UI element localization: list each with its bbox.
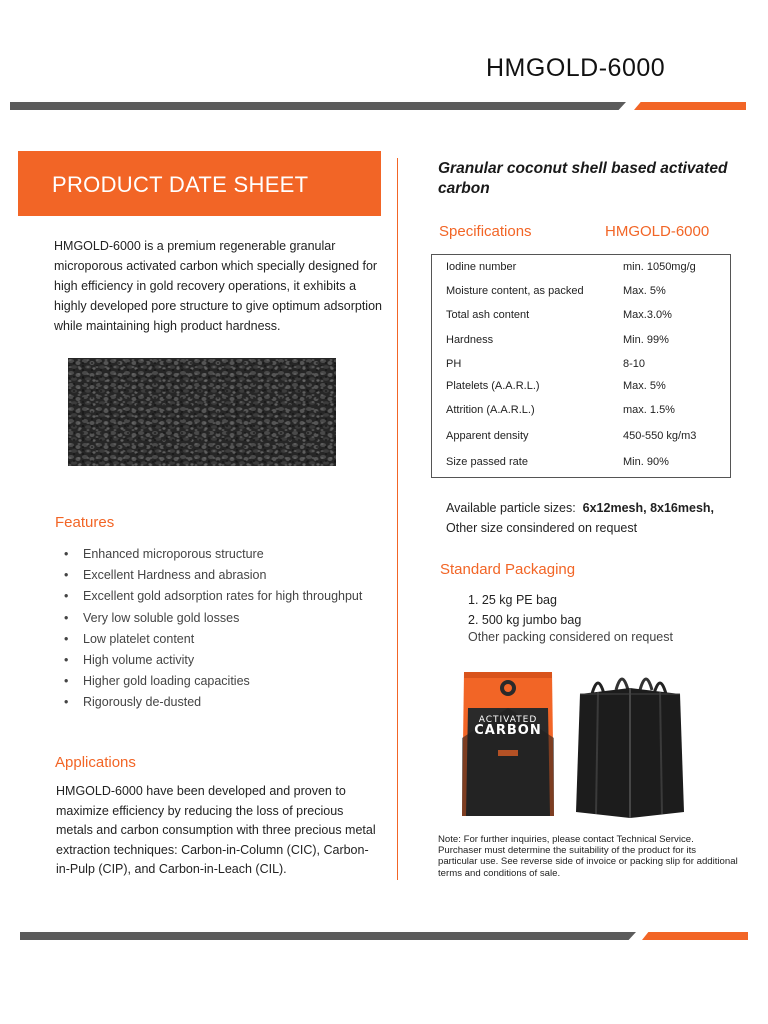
pe-bag-image	[458, 668, 558, 820]
features-heading: Features	[55, 514, 115, 531]
product-code-title: HMGOLD-6000	[486, 54, 666, 82]
particle-sizes-values: 6x12mesh, 8x16mesh,	[582, 501, 714, 515]
footer-divider-dark	[20, 932, 636, 940]
footer-divider-accent	[642, 932, 748, 940]
features-list	[64, 544, 364, 714]
header-divider-dark	[10, 102, 626, 110]
list-item: • Enhanced microporous structure	[64, 547, 264, 561]
jumbo-bag-image	[570, 668, 688, 820]
list-item: 1. 25 kg PE bag	[468, 593, 557, 607]
packaging-heading: Standard Packaging	[440, 561, 576, 578]
list-item: • Excellent Hardness and abrasion	[64, 568, 267, 583]
list-item: • Higher gold loading capacities	[64, 674, 250, 689]
banner-title: PRODUCT DATE SHEET	[52, 172, 309, 197]
particle-sizes-other: Other size consindered on request	[446, 520, 638, 535]
product-subtitle: Granular coconut shell based activated carbon	[438, 160, 728, 197]
specifications-product-heading: HMGOLD-6000	[605, 223, 710, 240]
list-item: • Rigorously de-dusted	[64, 695, 202, 710]
particle-sizes	[446, 499, 746, 538]
list-item: • Excellent gold adsorption rates for high throughput	[64, 589, 363, 604]
column-divider	[397, 158, 398, 880]
packaging-other: Other packing considered on request	[468, 630, 673, 644]
title-banner	[18, 151, 381, 216]
particle-sizes-label: Available particle sizes:	[446, 501, 576, 515]
bag-label-activated: ACTIVATED	[478, 715, 538, 725]
list-item: • Very low soluble gold losses	[64, 610, 240, 625]
bag-label-carbon: CARBON	[474, 723, 542, 738]
list-item: • Low platelet content	[64, 631, 195, 646]
applications-heading: Applications	[55, 754, 136, 771]
header-divider-accent	[634, 102, 746, 110]
activated-carbon-granules-photo	[68, 358, 336, 466]
specifications-table: Iodine number min. 1050mg/g Moisture content, as packed Max. 5% Total ash content Max.3.0% Hardness Min. 99% PH 8-10 Platelets (A.A.R.L.) Max. 5% Attrition (A.A.R.L.) max. 1.5% Apparent density 450-550 kg/m3 Size passed rate Min. 90%	[431, 254, 731, 478]
list-item: • High volume activity	[64, 653, 195, 668]
note-text: Note: For further inquiries, please contact Technical Service. Purchaser must determine the suitability of the product for its particular use. See reverse side of invoice or packing slip for additional terms and conditions of sale.	[438, 834, 738, 879]
list-item: 2. 500 kg jumbo bag	[468, 613, 582, 627]
intro-paragraph: HMGOLD-6000 is a premium regenerable granular microporous activated carbon which specially designed for high efficiency in gold recovery operations, it exhibits a highly developed pore structure to give optimum adsorption while maintaining high product hardness.	[54, 239, 382, 333]
specifications-heading: Specifications	[439, 223, 532, 240]
applications-paragraph: HMGOLD-6000 have been developed and proven to maximize efficiency by reducing the loss of precious metals and carbon consumption with three precious metal extraction techniques: Carbon-in-Column (CIC), Carbon-in-Pulp (CIP), and Carbon-in-Leach (CIL).	[56, 784, 376, 877]
packaging-list	[468, 590, 581, 630]
